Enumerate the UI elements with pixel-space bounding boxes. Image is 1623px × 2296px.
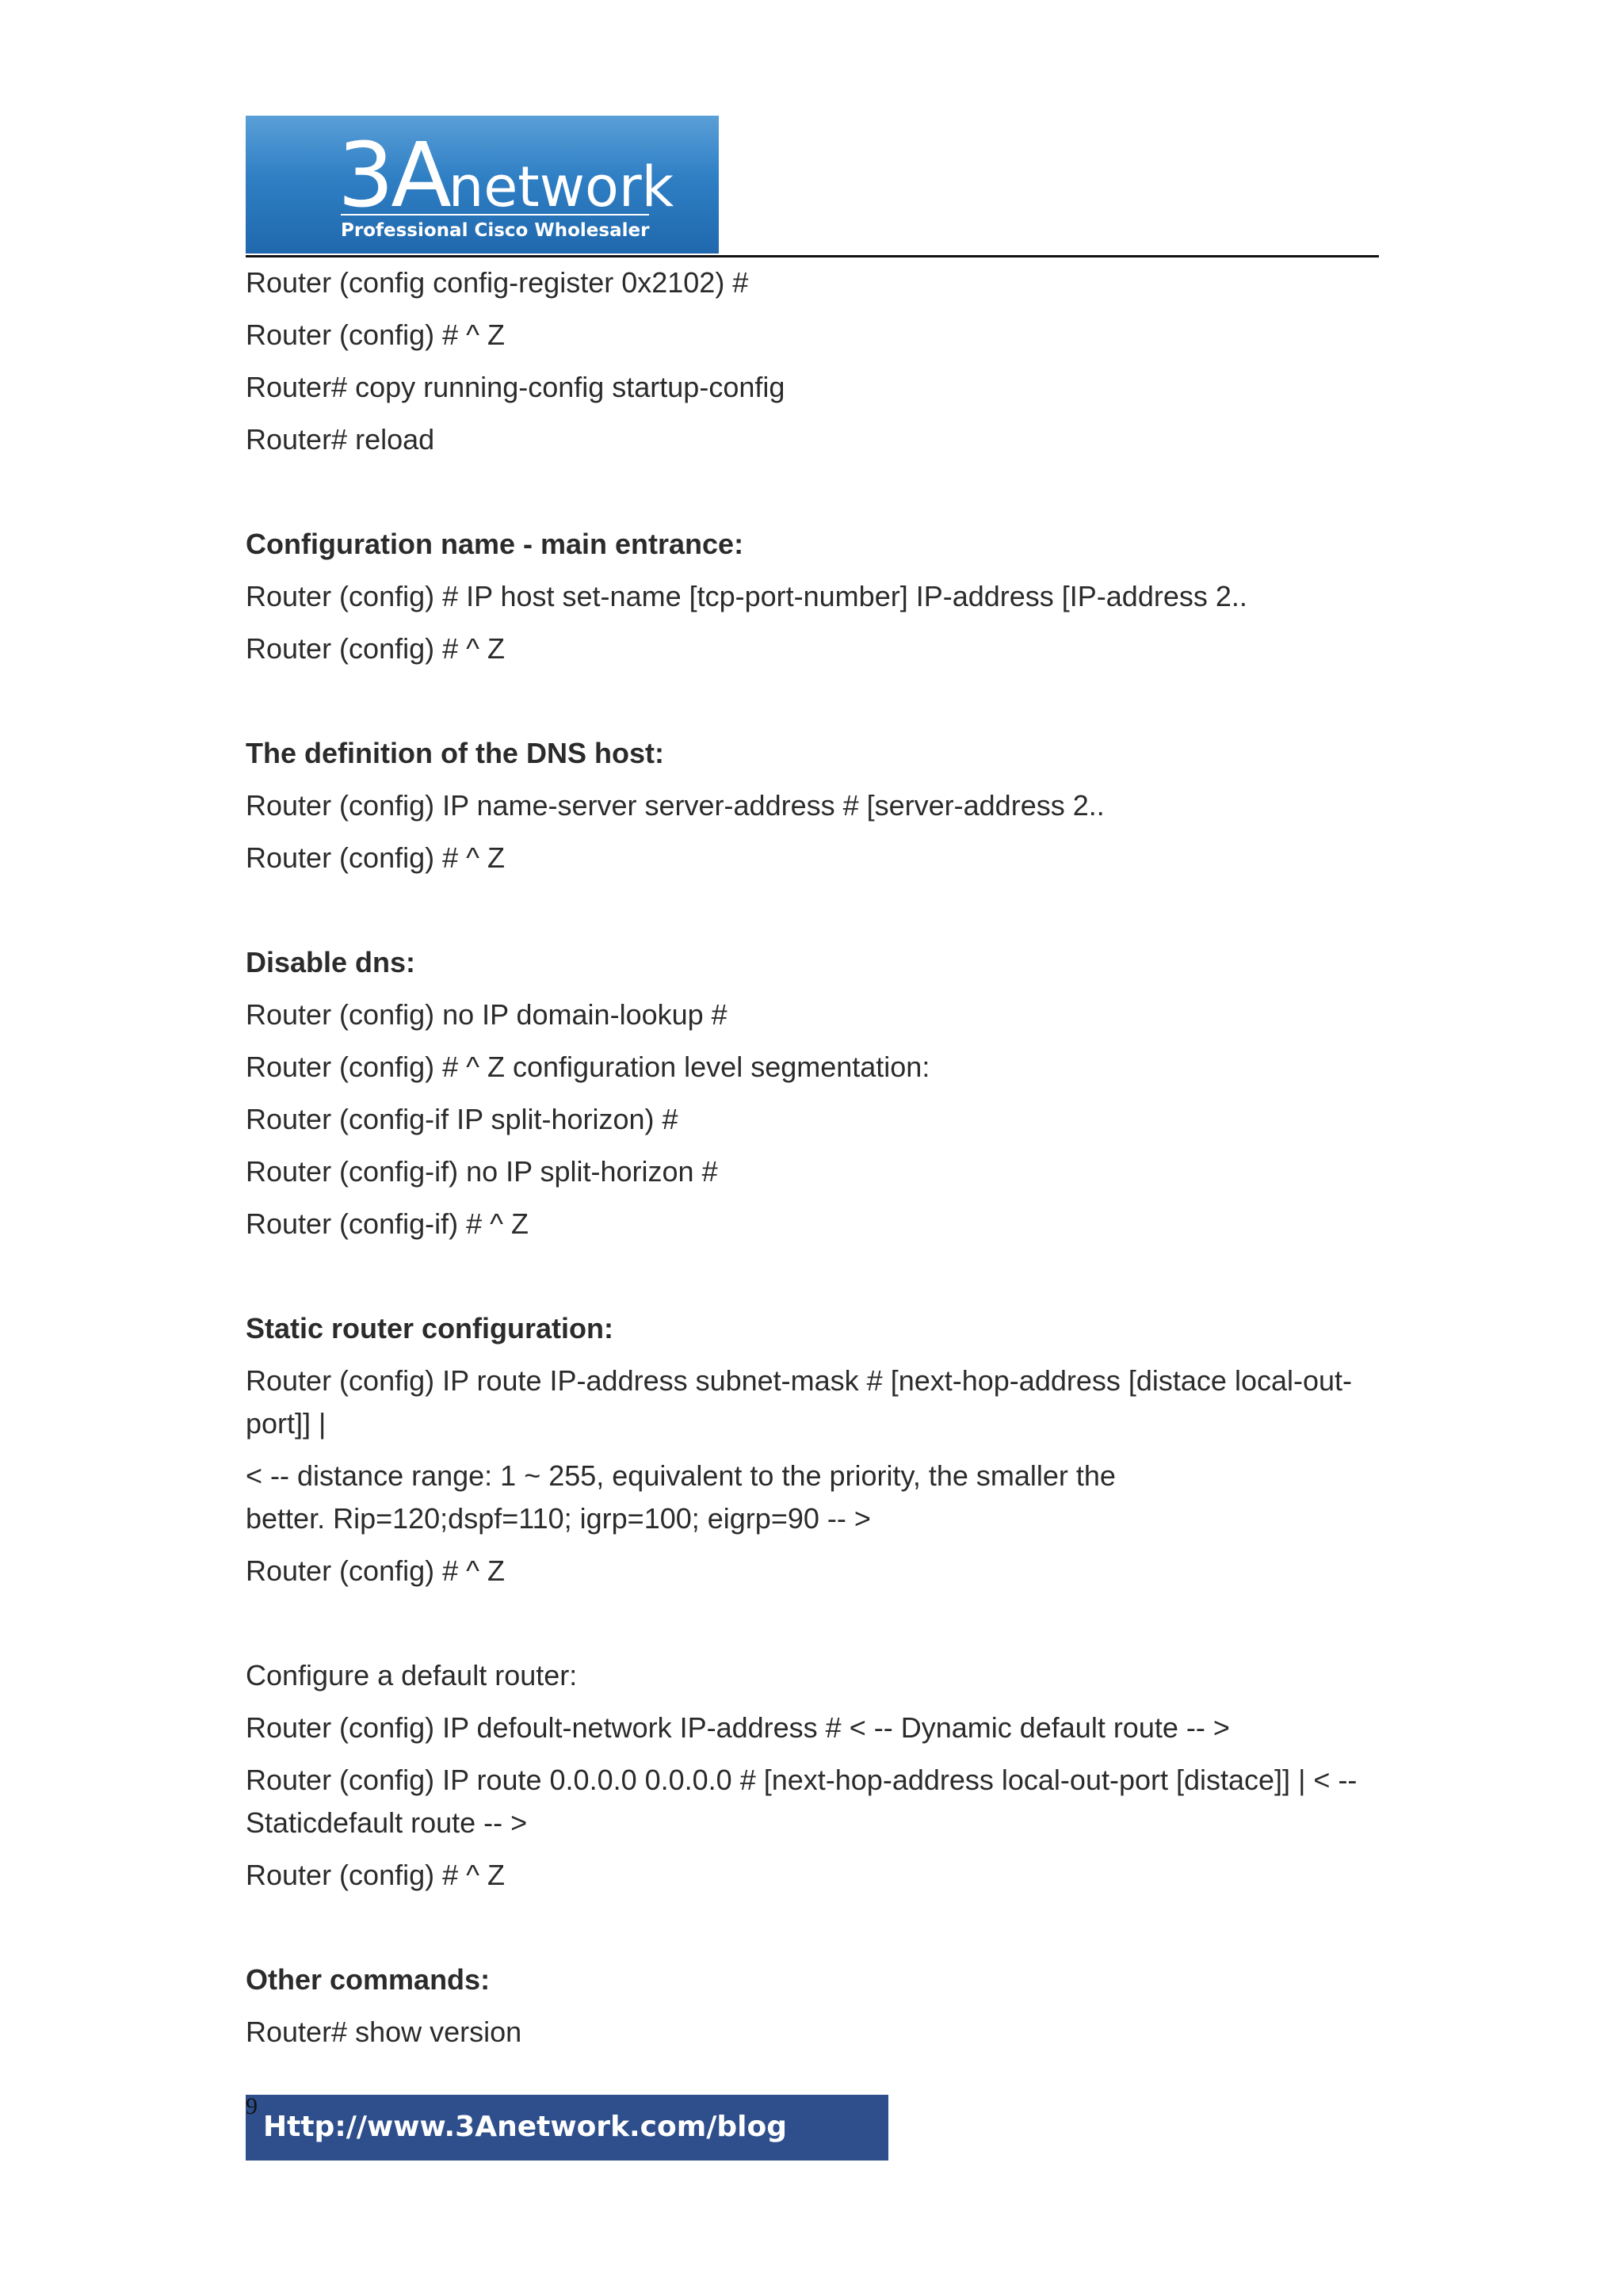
section-heading: Other commands: <box>246 1963 491 1996</box>
text-line: Router (config) # ^ Z <box>246 1554 506 1587</box>
text-line: Router (config) # ^ Z <box>246 841 506 874</box>
text-line: Router# show version <box>246 2016 522 2048</box>
header-rule <box>246 255 1379 257</box>
spacer <box>246 471 1371 523</box>
section-heading: Configuration name - main entrance: <box>246 528 744 560</box>
text-line: Router (config config-register 0x2102) # <box>246 266 749 299</box>
text-line: Router (config) no IP domain-lookup # <box>246 998 727 1031</box>
logo-tagline: Professional Cisco Wholesaler <box>341 214 649 241</box>
section-heading: Static router configuration: <box>246 1312 614 1344</box>
footer-url-link[interactable]: Http://www.3Anetwork.com/blog <box>263 2111 788 2143</box>
text-line: Router (config-if) no IP split-horizon # <box>246 1155 718 1188</box>
text-line: Router (config) # IP host set-name [tcp-port-number] IP-address [IP-address 2.. <box>246 580 1247 612</box>
section-heading: Configure a default router: <box>246 1659 578 1691</box>
text-line: Router (config) # ^ Z configuration level segmentation: <box>246 1051 930 1083</box>
text-line: Router (config) IP route IP-address subnet-mask # [next-hop-address [distace local-out- <box>246 1364 1353 1397</box>
section-heading: Disable dns: <box>246 946 416 978</box>
text-line: Router (config) # ^ Z <box>246 632 506 665</box>
text-line: port]] | <box>246 1407 327 1440</box>
logo-wordmark <box>338 124 674 227</box>
text-line: Router (config) # ^ Z <box>246 1859 506 1891</box>
document-body <box>246 261 1371 2063</box>
text-line: Router (config) # ^ Z <box>246 318 506 351</box>
text-line: < -- distance range: 1 ~ 255, equivalent to the priority, the smaller the <box>246 1459 1116 1492</box>
page-number: 9 <box>246 2093 258 2119</box>
spacer <box>246 680 1371 732</box>
text-line: better. Rip=120;dspf=110; igrp=100; eigrp=90 -- > <box>246 1502 871 1535</box>
text-line: Router (config) IP defoult-network IP-address # < -- Dynamic default route -- > <box>246 1711 1230 1744</box>
text-line: Router# reload <box>246 423 435 456</box>
logo-word: network <box>448 154 674 219</box>
section-heading: The definition of the DNS host: <box>246 737 664 769</box>
text-line: Router (config) IP route 0.0.0.0 0.0.0.0 # [next-hop-address local-out-port [distace]] | < -- <box>246 1764 1358 1796</box>
text-line: Staticdefault route -- > <box>246 1806 528 1839</box>
text-line: Router (config-if IP split-horizon) # <box>246 1103 678 1135</box>
company-logo <box>246 116 719 254</box>
spacer <box>246 1255 1371 1307</box>
text-line: Router (config-if) # ^ Z <box>246 1207 529 1240</box>
spacer <box>246 1906 1371 1958</box>
text-line: Router (config) IP name-server server-address # [server-address 2.. <box>246 789 1105 822</box>
footer-banner <box>246 2095 888 2161</box>
spacer <box>246 889 1371 941</box>
spacer <box>246 1602 1371 1654</box>
logo-number-letter: 3A <box>338 124 449 227</box>
text-line: Router# copy running-config startup-config <box>246 371 785 403</box>
